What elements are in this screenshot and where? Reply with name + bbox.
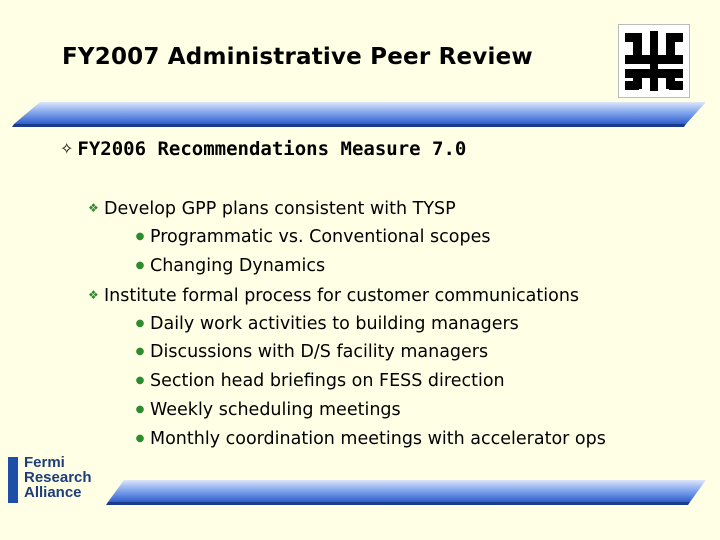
top-divider-rule [0, 100, 720, 134]
diamond-bullet-icon: ❖ [88, 288, 99, 302]
list-item-text: Programmatic vs. Conventional scopes [150, 227, 491, 247]
dot-bullet-icon: ● [135, 346, 145, 357]
list-item-level2 [130, 254, 325, 278]
slide-heading [60, 138, 466, 160]
fermi-research-alliance-logo [6, 455, 106, 507]
list-item-text: Develop GPP plans consistent with TYSP [104, 199, 456, 219]
dot-bullet-icon: ● [135, 318, 145, 329]
fermilab-logo-graphic [619, 25, 689, 97]
list-item-text: Daily work activities to building managers [150, 314, 519, 334]
dot-bullet-icon: ● [135, 231, 145, 242]
list-item-text: Changing Dynamics [150, 256, 326, 276]
heading-text: FY2006 Recommendations Measure 7.0 [77, 138, 467, 160]
sparkle-bullet-icon: ✧ [60, 139, 74, 158]
list-item-level1 [88, 283, 579, 308]
logo-line: Fermi [24, 454, 65, 471]
logo-line: Research [24, 469, 92, 486]
dot-bullet-icon: ● [135, 375, 145, 386]
diamond-bullet-icon: ❖ [88, 201, 99, 215]
list-item-text: Discussions with D/S facility managers [150, 342, 489, 362]
list-item-text: Weekly scheduling meetings [150, 400, 401, 420]
slide-title: FY2007 Administrative Peer Review [62, 44, 533, 70]
list-item-level2 [130, 312, 519, 336]
bottom-divider-rule [0, 478, 720, 512]
list-item-level2 [130, 369, 505, 393]
list-item-text: Monthly coordination meetings with accelerator ops [150, 429, 606, 449]
logo-text [24, 455, 92, 500]
dot-bullet-icon: ● [135, 260, 145, 271]
list-item-level2 [130, 427, 606, 451]
list-item-level1 [88, 196, 456, 221]
list-item-text: Institute formal process for customer communications [104, 286, 580, 306]
logo-bar-icon [8, 457, 18, 503]
list-item-level2 [130, 340, 488, 364]
dot-bullet-icon: ● [135, 433, 145, 444]
fermilab-logo-icon [618, 24, 690, 98]
dot-bullet-icon: ● [135, 404, 145, 415]
list-item-level2 [130, 225, 490, 249]
list-item-text: Section head briefings on FESS direction [150, 371, 505, 391]
list-item-level2 [130, 398, 401, 422]
logo-line: Alliance [24, 484, 82, 501]
